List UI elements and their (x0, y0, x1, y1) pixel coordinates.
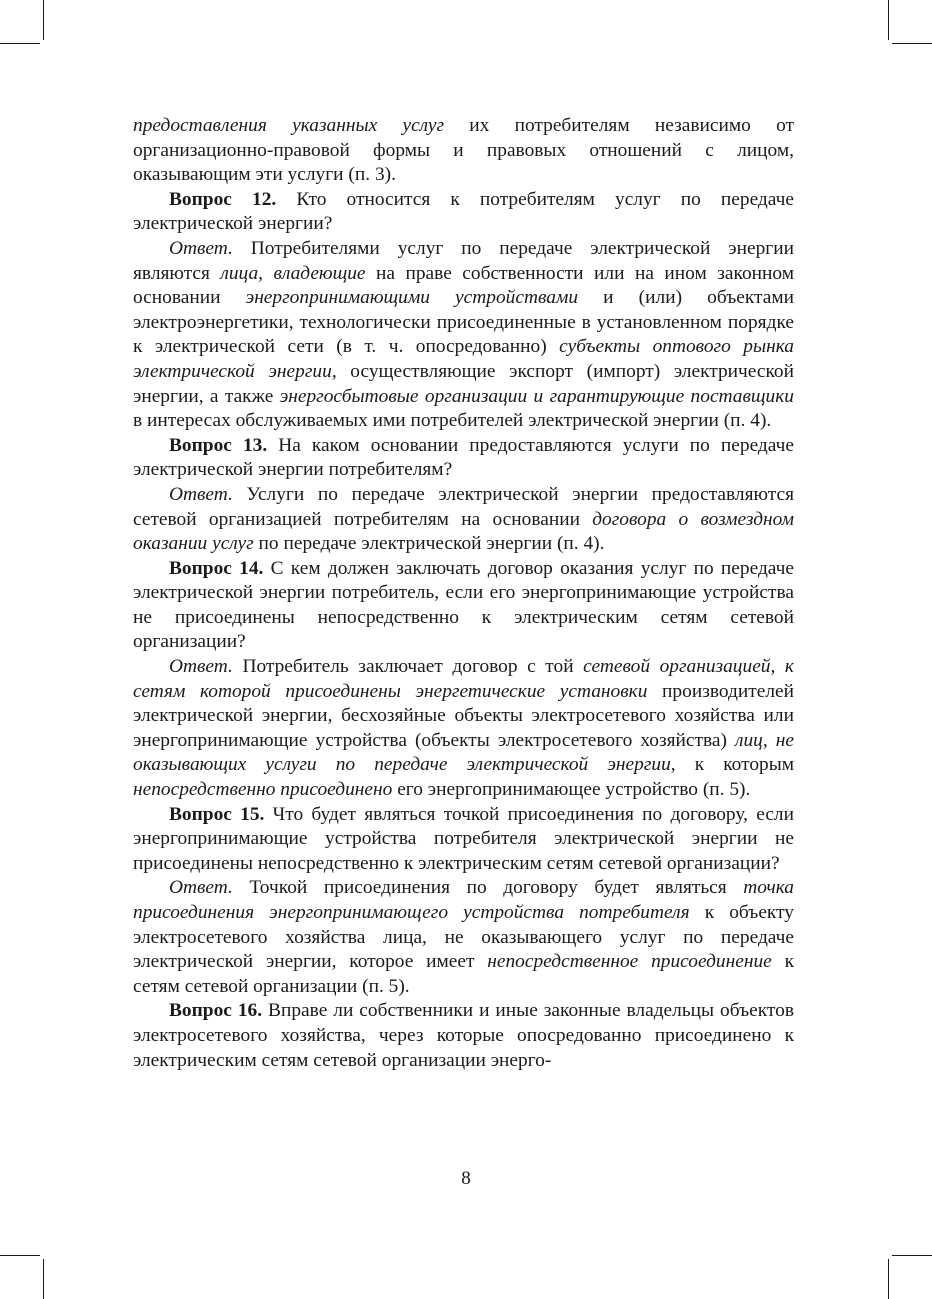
question-label: Вопрос 12. (169, 188, 277, 210)
body-text: Точкой присоединения по договору будет являться (232, 877, 744, 899)
body-text: производителей электрической энергии, бесхозяйные объекты электросетевого хозяйства или энергопринимающие устройства (объекты электросетевого хозяйства) (133, 680, 795, 751)
emphasis-text: энергосбытовые организации и гарантирующие поставщики (279, 385, 794, 407)
body-text: , к которым (670, 754, 795, 776)
emphasis-text: сетевой организацией, к сетям которой присоединены энергетические установки (133, 656, 794, 702)
body-text: его энергопринимающее устройство (п. 5). (392, 779, 751, 801)
emphasis-text: Ответ. (169, 237, 233, 259)
paragraph-q16 (133, 999, 794, 1073)
paragraph-a15 (133, 876, 794, 999)
body-text: к сетям сетевой организации (п. 5). (133, 951, 794, 997)
emphasis-text: непосредственно присоединено (133, 779, 393, 801)
question-label: Вопрос 15. (169, 803, 265, 825)
crop-mark-bottom-left-horizontal (0, 1255, 40, 1256)
paragraph-q13 (133, 434, 794, 483)
paragraph-q14 (133, 557, 794, 655)
crop-mark-bottom-left-vertical (43, 1259, 44, 1299)
body-text: Услуги по передаче электрической энергии предоставляются сетевой организацией потребителям на основании (133, 483, 794, 530)
emphasis-text: лица, владеющие (220, 262, 366, 284)
emphasis-text: лиц, не оказывающих услуги по передаче электрической энергии (133, 729, 794, 776)
body-text: Что будет являться точкой присоединения по договору, если энергопринимающие устройства потребителя электрической энергии не присоединены непосредственно к электрическим сетям сетевой организации? (133, 803, 794, 874)
body-text: Потребителями услуг по передаче электрической энергии являются (133, 237, 794, 284)
crop-mark-top-right-vertical (888, 0, 889, 40)
emphasis-text: предоставления указанных услуг (133, 115, 445, 136)
paragraph-q15 (133, 803, 794, 877)
emphasis-text: непосредственное присоединение (487, 951, 772, 973)
paragraph-p-continuation (133, 114, 794, 188)
body-text: Потребитель заключает договор с той (232, 656, 584, 678)
page-body (133, 114, 794, 1073)
paragraph-a14 (133, 655, 794, 803)
body-text: На каком основании предоставляются услуги по передаче электрической энергии потребителям? (133, 434, 794, 481)
body-text: их потребителям независимо от организационно-правовой формы и правовых отношений с лицом, оказывающим эти услуги (п. 3). (133, 115, 794, 186)
emphasis-text: субъекты оптового рынка электрической энергии (133, 336, 794, 382)
emphasis-text: точка присоединения энергопринимающего устройства потребителя (133, 877, 794, 923)
body-text: по передаче электрической энергии (п. 4). (253, 533, 605, 555)
paragraph-a12 (133, 237, 794, 434)
emphasis-text: Ответ. (169, 656, 233, 678)
paragraph-a13 (133, 483, 794, 557)
body-text: Кто относится к потребителям услуг по передаче электрической энергии? (133, 188, 794, 235)
paragraph-q12 (133, 188, 794, 237)
crop-mark-bottom-right-horizontal (892, 1255, 932, 1256)
body-text: на праве собственности или на ином законном основании (133, 262, 794, 309)
crop-mark-top-right-horizontal (892, 43, 932, 44)
emphasis-text: Ответ. (169, 877, 233, 899)
crop-mark-top-left-horizontal (0, 43, 40, 44)
body-text: к объекту электросетевого хозяйства лица, не оказывающего услуг по передаче электрической энергии, которое имеет (133, 902, 795, 973)
question-label: Вопрос 16. (169, 1000, 263, 1022)
crop-mark-top-left-vertical (43, 0, 44, 40)
question-label: Вопрос 14. (169, 557, 264, 579)
emphasis-text: энергопринимающими устройствами (245, 287, 579, 309)
body-text: Вправе ли собственники и иные законные владельцы объектов электросетевого хозяйства, через которые опосредованно присоединено к электрическим сетям сетевой организации энерго- (133, 1000, 794, 1071)
crop-mark-bottom-right-vertical (888, 1259, 889, 1299)
emphasis-text: договора о возмездном оказании услуг (133, 508, 794, 555)
body-text: и (или) объектами электроэнергетики, технологически присоединенные в установленном порядке к электрической сети (в т. ч. опосредованно) (133, 287, 795, 358)
body-text: С кем должен заключать договор оказания услуг по передаче электрической энергии потребитель, если его энергопринимающие устройства не присоединены непосредственно к электрическим сетям сетевой организации? (133, 557, 794, 653)
question-label: Вопрос 13. (169, 434, 268, 456)
body-text: , осуществляющие экспорт (импорт) электрической энергии, а также (133, 360, 794, 407)
body-text: в интересах обслуживаемых ими потребителей электрической энергии (п. 4). (133, 410, 772, 432)
page-number: 8 (461, 1168, 471, 1189)
emphasis-text: Ответ. (169, 483, 233, 505)
